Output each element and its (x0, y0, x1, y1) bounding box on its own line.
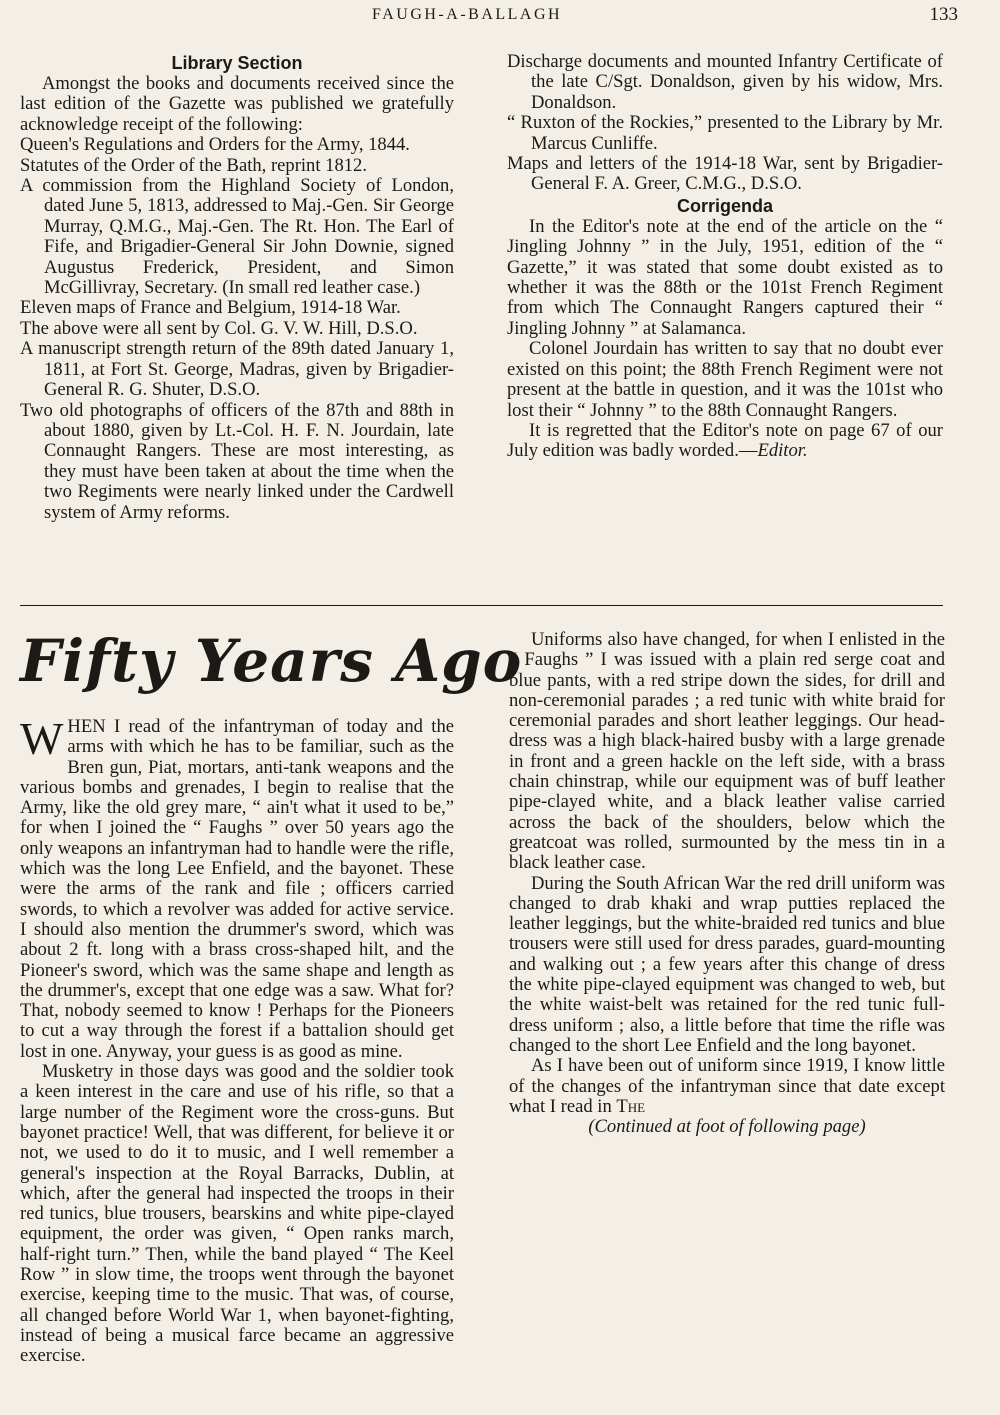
library-item: Eleven maps of France and Belgium, 1914-18 War. (20, 297, 401, 319)
library-item: A manuscript strength return of the 89th dated January 1, 1811, at Fort St. George, Madras, given by Brigadier-General R. G. Shuter, D.S.O. (20, 338, 454, 401)
corrigenda-paragraph: Colonel Jourdain has written to say that no doubt ever existed on this point; the 88th French Regiment were not present at the battle in question, and it was the 101st who lost their “ Johnny ” to the 88th Connaught Rangers. (507, 338, 943, 421)
corrigenda-note-signature: Editor. (757, 440, 808, 462)
library-item: Discharge documents and mounted Infantry Certificate of the late C/Sgt. Donaldson, given by his widow, Mrs. Donaldson. (507, 51, 943, 113)
article-column-right (509, 630, 945, 1137)
article-paragraph-end: The (616, 1095, 646, 1117)
library-item: Two old photographs of officers of the 87th and 88th in about 1880, given by Lt.-Col. H. F. N. Jourdain, late Connaught Rangers. These are most interesting, as they must have been taken at about the time when the two Regiments were nearly linked under the Cardwell system of Army reforms. (20, 399, 454, 523)
library-item: Queen's Regulations and Orders for the Army, 1844. (20, 134, 410, 156)
article-paragraph-text: I read of the infantryman of today and the arms with which he has to be familiar, such as the Bren gun, Piat, mortars, anti-tank weapons and the various bombs and grenades, I begin to realise that the Army, like the old grey mare, “ ain't what it used to be,” for when I joined the “ Faughs ” over 50 years ago the only weapons an infantryman had to handle were the rifle, which was the long Lee Enfield, and the bayonet. These were the arms of the rank and file ; officers carried swords, to which a revolver was added for active service. I should also mention the drummer's sword, which was about 2 ft. long with a brass cross-shaped hilt, and the Pioneer's sword, which was the same shape and length as the drummer's, except that one edge was a saw. What for? That, nobody seemed to know ! Perhaps for the Pioneers to cut a way through the forest if a battalion should get lost in one. Anyway, your guess is as good as mine. (20, 716, 454, 1062)
running-header (0, 2, 1000, 28)
article-paragraph: During the South African War the red drill uniform was changed to drab khaki and wrap putties replaced the leather leggings, but the white-braided red tunics and blue trousers were still used for dress parades, guard-mounting and walking out ; a few years after this change of dress the white pipe-clayed equipment was changed to web, but the white waist-belt was retained for the red tunic full-dress uniform ; also, a little before that time the rifle was changed to the short Lee Enfield and the long bayonet. (509, 872, 945, 1056)
lead-word: HEN (67, 716, 106, 737)
corrigenda-note-text: It is regretted that the Editor's note on page 67 of our July edition was badly worded.— (507, 419, 943, 462)
page-number: 133 (929, 4, 958, 25)
corrigenda-heading: Corrigenda (676, 195, 773, 216)
library-item: A commission from the Highland Society of London, dated June 5, 1813, addressed to Maj.-Gen. Sir George Murray, Q.M.G., Maj.-Gen. The Rt. Hon. The Earl of Fife, and Brigadier-General Sir John Downie, signed Augustus Frederick, President, and Simon McGillivray, Secretary. (In small red leather case.) (20, 175, 454, 299)
library-section-column (20, 52, 454, 523)
section-divider (20, 605, 943, 606)
library-section-heading: Library Section (171, 53, 303, 73)
drop-cap: W (20, 713, 64, 764)
library-item: “ Ruxton of the Rockies,” presented to the Library by Mr. Marcus Cunliffe. (507, 112, 943, 154)
continued-note: (Continued at foot of following page) (588, 1116, 866, 1138)
running-title: FAUGH-A-BALLAGH (372, 6, 563, 23)
corrigenda-note (507, 421, 943, 462)
corrigenda-paragraph: In the Editor's note at the end of the article on the “ Jingling Johnny ” in the July, 1951, edition of the “ Gazette,” it was stated that some doubt existed as to whether it was the 88th or the 101st French Regiment from which The Connaught Rangers captured their “ Jingling Johnny ” at Salamanca. (507, 215, 943, 339)
article-title: Fifty Years Ago (20, 627, 523, 695)
library-continued-column (507, 52, 943, 462)
article-paragraph (509, 1056, 945, 1117)
article-paragraph: Musketry in those days was good and the soldier took a keen interest in the care and use of his rifle, so that a large number of the Regiment wore the cross-guns. But bayonet practice! Well, that was different, for believe it or not, we used to do it to music, and I well remember a general's inspection at the Royal Barracks, Dublin, at which, after the general had inspected the troops in their red tunics, blue trousers, bearskins and white pipe-clayed equipment, the order was given, “ Open ranks march, half-right turn.” Then, while the band played “ The Keel Row ” in slow time, the troops went through the bayonet exercise, keeping time to the music. That was, of course, all changed before World War 1, when bayonet-fighting, instead of being a musical farce became an aggressive exercise. (20, 1061, 454, 1367)
article-paragraph-text: As I have been out of uniform since 1919, I know little of the changes of the infantryman since that date except what I read in (509, 1055, 945, 1117)
library-item: Maps and letters of the 1914-18 War, sent by Brigadier-General F. A. Greer, C.M.G., D.S.O. (507, 153, 943, 195)
library-intro: Amongst the books and documents received since the last edition of the Gazette was published we gratefully acknowledge receipt of the following: (20, 73, 454, 135)
article-column-left (20, 713, 454, 1367)
library-item: Statutes of the Order of the Bath, reprint 1812. (20, 154, 367, 176)
article-paragraph: Uniforms also have changed, for when I enlisted in the “ Faughs ” I was issued with a plain red serge coat and blue pants, with a red stripe down the sides, for drill and non-ceremonial parades ; a red tunic with white braid for ceremonial parades and short leather leggings. Our head-dress was a high black-haired busby with a large grenade in front and a green hackle on the left side, with a brass chain chinstrap, while our equipment was of buff leather pipe-clayed white, and a black leather valise carried across the back of the shoulders, below which the greatcoat was rolled, surmounted by the mess tin in a black leather case. (509, 629, 945, 874)
article-paragraph (20, 713, 454, 1062)
library-item: The above were all sent by Col. G. V. W. Hill, D.S.O. (20, 317, 418, 339)
